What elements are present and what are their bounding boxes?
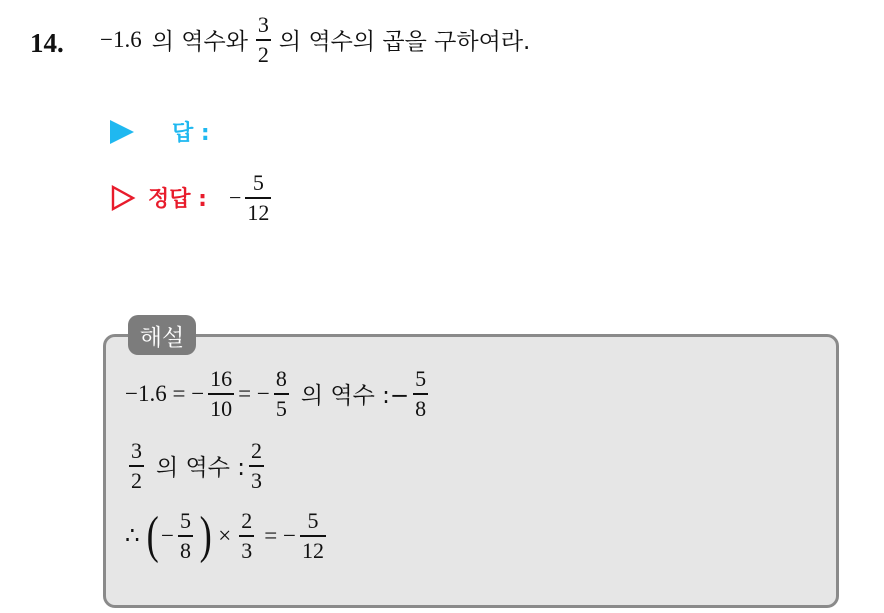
fraction-denominator: 5: [275, 395, 287, 421]
correct-answer-fraction: [245, 172, 271, 224]
outline-arrow-icon: [110, 185, 136, 211]
question-value: −1.6: [100, 26, 142, 52]
solution-tab: 해설: [128, 315, 196, 355]
fraction-numerator: 5: [307, 508, 319, 534]
fraction-numerator: 2: [251, 438, 263, 463]
fraction-numerator: 5: [252, 170, 264, 195]
line2-fraction-2: [249, 440, 264, 492]
answer-label: 답 :: [172, 121, 210, 146]
question-text-a: 의 역수와: [151, 29, 248, 56]
line2-text: 의 역수 :: [156, 455, 246, 482]
solution-line-2: [125, 440, 268, 492]
line1-lhs: −1.6 = −: [125, 380, 205, 406]
line2-fraction-1: [129, 440, 144, 492]
fraction-numerator: 5: [415, 366, 427, 391]
line3-minus: −: [160, 523, 174, 548]
line1-fraction-3: [413, 368, 428, 420]
line1-fraction-1: [208, 368, 234, 420]
fraction-denominator: 3: [241, 537, 253, 563]
fraction-numerator: 3: [257, 12, 269, 37]
question-text: [100, 14, 530, 66]
fraction-numerator: 5: [179, 508, 191, 534]
answer-row: [110, 116, 210, 147]
left-paren: (: [146, 507, 159, 564]
question-number: 14.: [30, 28, 64, 58]
correct-answer-value: [229, 172, 271, 224]
fraction-numerator: 8: [275, 366, 287, 391]
fraction-denominator: 2: [131, 467, 142, 493]
fraction-denominator: 3: [251, 467, 263, 493]
times-symbol: ×: [218, 523, 232, 548]
right-paren: ): [199, 507, 212, 564]
correct-answer-row: [110, 172, 271, 224]
fraction-denominator: 8: [179, 537, 191, 563]
line3-fraction-1: [178, 510, 193, 562]
correct-answer-sign: −: [228, 184, 242, 210]
fraction-numerator: 2: [241, 508, 253, 534]
line1-fraction-2: [274, 368, 289, 420]
fraction-denominator: 8: [415, 395, 427, 421]
line3-fraction-3: [300, 510, 326, 562]
solution-line-1: [125, 368, 432, 420]
fraction-numerator: 3: [131, 438, 142, 463]
therefore-symbol: ∴: [125, 523, 140, 548]
line3-fraction-2: [239, 510, 254, 562]
line3-equals: = −: [264, 523, 296, 548]
correct-answer-label: 정답 :: [148, 187, 207, 213]
line1-text: 의 역수 :−: [300, 383, 410, 410]
fraction-denominator: 2: [257, 41, 269, 67]
fraction-denominator: 12: [301, 537, 324, 563]
question-text-b: 의 역수의 곱을 구하여라.: [278, 29, 531, 56]
solution-line-3: [125, 507, 330, 564]
fraction-numerator: 16: [210, 366, 233, 391]
question-fraction: [256, 14, 271, 66]
play-arrow-icon: [110, 120, 134, 144]
fraction-denominator: 10: [210, 395, 233, 421]
fraction-denominator: 12: [247, 199, 270, 225]
line1-equals: = −: [238, 380, 270, 406]
